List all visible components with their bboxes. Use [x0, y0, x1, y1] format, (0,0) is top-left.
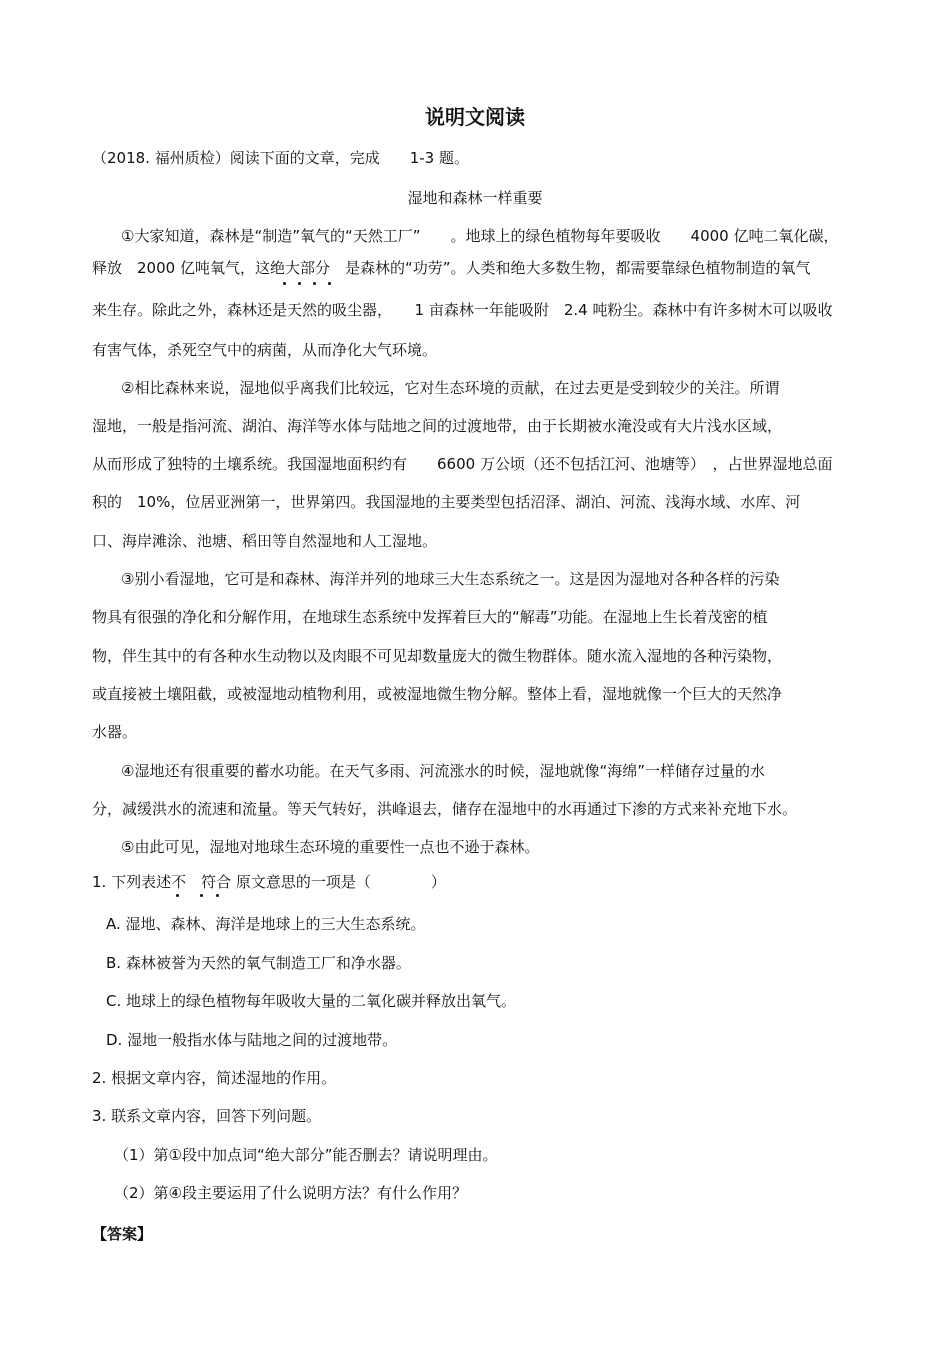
paragraph-2-line-3: 从而形成了独特的土壤系统。我国湿地面积约有 6600 万公顷（还不包括江河、池塘等） ，占世界湿地总面: [92, 455, 833, 473]
question-3-sub-1: （1）第①段中加点词“绝大部分”能否删去？请说明理由。: [114, 1146, 498, 1164]
article-title: 湿地和森林一样重要: [407, 189, 543, 207]
question-1-option-d: D. 湿地一般指水体与陆地之间的过渡地带。: [106, 1031, 398, 1049]
page-title: 说明文阅读: [425, 105, 525, 129]
emphasis-dot: [298, 282, 301, 285]
question-1-stem: 1. 下列表述不 符合 原文意思的一项是（ ）: [92, 873, 446, 891]
paragraph-3-line-2: 物具有很强的净化和分解作用，在地球生态系统中发挥着巨大的“解毒”功能。在湿地上生长着茂密的植: [92, 608, 768, 626]
paragraph-5: ⑤由此可见，湿地对地球生态环境的重要性一点也不逊于森林。: [121, 838, 540, 856]
emphasis-dot: [328, 282, 331, 285]
paragraph-1-line-2: 释放 2000 亿吨氧气，这绝大部分 是森林的“功劳”。人类和绝大多数生物，都需要靠绿色植物制造的氧气: [92, 259, 811, 277]
paragraph-2-line-4: 积的 10%，位居亚洲第一，世界第四。我国湿地的主要类型包括沼泽、湖泊、河流、浅海水域、水库、河: [92, 493, 801, 511]
question-1-option-b: B. 森林被誉为天然的氧气制造工厂和净水器。: [106, 954, 411, 972]
emphasis-dot: [283, 282, 286, 285]
question-2: 2. 根据文章内容，简述湿地的作用。: [92, 1069, 337, 1087]
paragraph-1-line-1: ①大家知道，森林是“制造”氧气的“天然工厂” 。地球上的绿色植物每年要吸收 4000 亿吨二氧化碳，: [121, 227, 839, 245]
question-3-sub-2: （2）第④段主要运用了什么说明方法？有什么作用？: [114, 1184, 467, 1202]
question-1-option-a: A. 湿地、森林、海洋是地球上的三大生态系统。: [106, 915, 426, 933]
paragraph-4-line-1: ④湿地还有很重要的蓄水功能。在天气多雨、河流涨水的时候，湿地就像“海绵”一样储存过量的水: [121, 762, 765, 780]
question-1-option-c: C. 地球上的绿色植物每年吸收大量的二氧化碳并释放出氧气。: [106, 992, 517, 1010]
paragraph-1-line-4: 有害气体，杀死空气中的病菌，从而净化大气环境。: [92, 341, 438, 359]
paragraph-2-line-1: ②相比森林来说，湿地似乎离我们比较远，它对生态环境的贡献，在过去更是受到较少的关注。所谓: [121, 379, 780, 397]
emphasis-dot: [216, 894, 219, 897]
emphasis-dot: [200, 894, 203, 897]
paragraph-2-line-5: 口、海岸滩涂、池塘、稻田等自然湿地和人工湿地。: [92, 532, 438, 550]
question-3-stem: 3. 联系文章内容，回答下列问题。: [92, 1107, 322, 1125]
paragraph-1-line-3: 来生存。除此之外，森林还是天然的吸尘器， 1 亩森林一年能吸附 2.4 吨粉尘。森林中有许多树木可以吸收: [92, 301, 833, 319]
answer-label: 【答案】: [92, 1225, 153, 1243]
emphasis-dot: [313, 282, 316, 285]
source-line: （2018. 福州质检）阅读下面的文章，完成 1-3 题。: [92, 149, 469, 167]
emphasis-dot: [176, 894, 179, 897]
paragraph-3-line-4: 或直接被土壤阻截，或被湿地动植物利用，或被湿地微生物分解。整体上看，湿地就像一个巨大的天然净: [92, 685, 783, 703]
paragraph-3-line-1: ③别小看湿地，它可是和森林、海洋并列的地球三大生态系统之一。这是因为湿地对各种各样的污染: [121, 570, 780, 588]
paragraph-4-line-2: 分，减缓洪水的流速和流量。等天气转好，洪峰退去，储存在湿地中的水再通过下渗的方式来补充地下水。: [92, 800, 798, 818]
paragraph-2-line-2: 湿地，一般是指河流、湖泊、海洋等水体与陆地之间的过渡地带，由于长期被水淹没或有大片浅水区域，: [92, 417, 783, 435]
paragraph-3-line-3: 物，伴生其中的有各种水生动物以及肉眼不可见却数量庞大的微生物群体。随水流入湿地的各种污染物，: [92, 647, 783, 665]
paragraph-3-line-5: 水器。: [92, 723, 138, 741]
